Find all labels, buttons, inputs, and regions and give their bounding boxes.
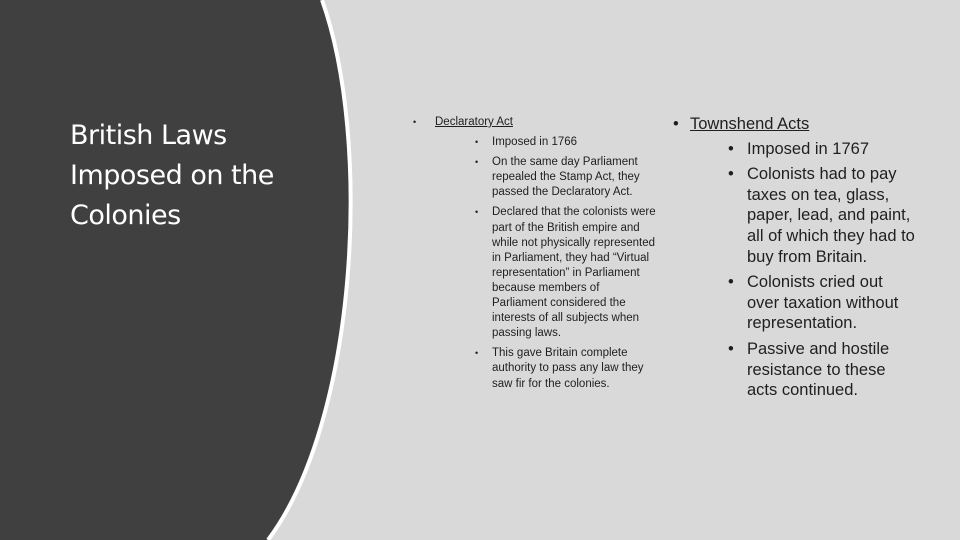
townshend-acts-heading: Townshend Acts [690,115,810,133]
townshend-acts-points [690,139,915,401]
list-item: • Imposed in 1766 [492,135,657,150]
list-item: • This gave Britain complete authority to pass any law they saw fir for the colonies. [492,346,657,391]
list-item: • Passive and hostile resistance to these acts continued. [747,339,919,401]
declaratory-act-column [413,115,656,397]
list-item: • Declared that the colonists were part of the British empire and while not physically represented in Parliament, they had “Virtual representation” in Parliament because members of Parliament considered the interests of all subjects when passing laws. [492,205,657,341]
townshend-acts-bullet [670,114,915,401]
list-item: • Colonists had to pay taxes on tea, glass, paper, lead, and paint, all of which they had to buy from Britain. [747,164,919,267]
townshend-acts-column [670,114,915,406]
declaratory-act-bullet [413,115,656,392]
slide-title: British Laws Imposed on the Colonies [70,120,274,231]
list-item: • Colonists cried out over taxation without representation. [747,272,919,334]
declaratory-act-points [435,135,656,392]
declaratory-act-heading: Declaratory Act [435,116,513,128]
dark-side-panel [0,0,351,540]
list-item: • Imposed in 1767 [747,139,919,160]
list-item: • On the same day Parliament repealed the Stamp Act, they passed the Declaratory Act. [492,155,657,200]
